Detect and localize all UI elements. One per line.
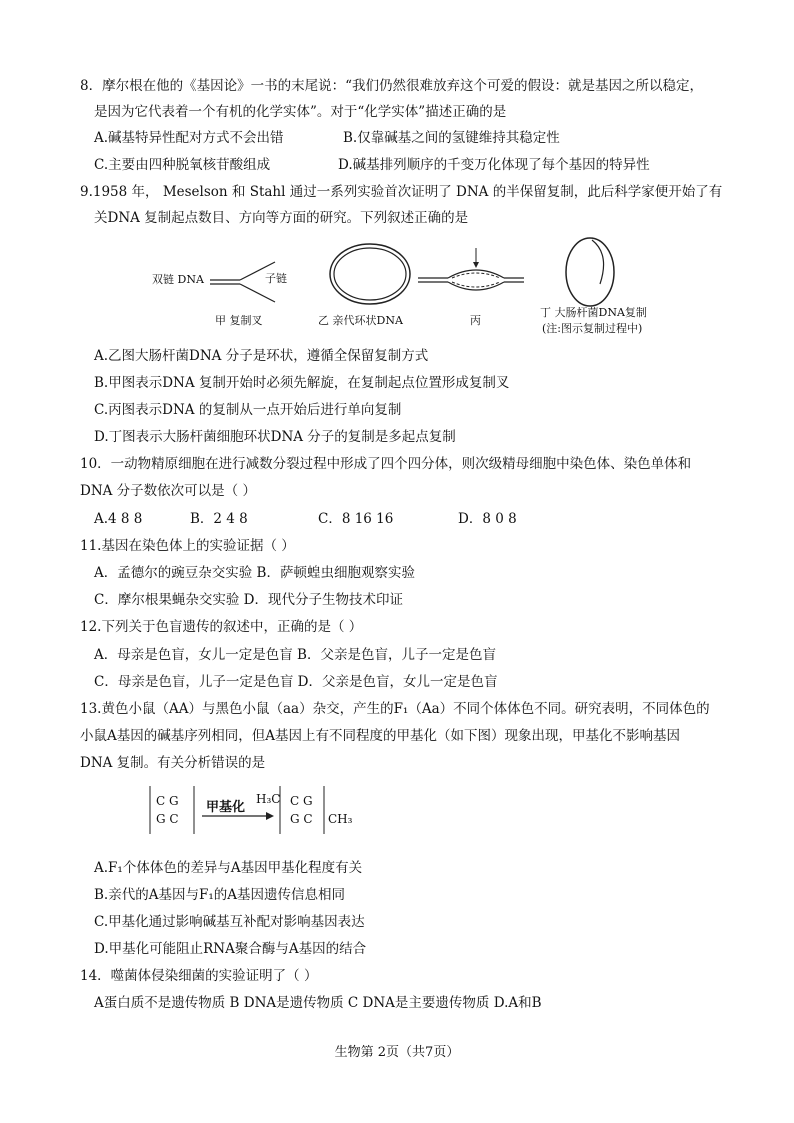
q13-option-b: B.亲代的A基因与F₁的A基因遗传信息相同 <box>94 887 345 903</box>
fig-right-top-pair: C G <box>290 794 313 808</box>
q8-option-a: A.碱基特异性配对方式不会出错 <box>94 130 284 146</box>
q11-options-cd: C．摩尔根果蝇杂交实验 D．现代分子生物技术印证 <box>94 592 403 608</box>
figure-ecoli-replication <box>540 234 690 344</box>
q13-option-d: D.甲基化可能阻止RNA聚合酶与A基因的结合 <box>94 941 367 957</box>
q9-option-b: B.甲图表示DNA 复制开始时必须先解旋，在复制起点位置形成复制叉 <box>94 375 510 391</box>
q13-stem-line1: 13.黄色小鼠（AA）与黑色小鼠（aa）杂交，产生的F₁（Aa）不同个体体色不同。研究表明，不同体色的 <box>80 701 710 717</box>
fig-methylation-label: 甲基化 <box>206 800 246 815</box>
q11-options-ab: A．孟德尔的豌豆杂交实验 B．萨顿蝗虫细胞观察实验 <box>94 565 415 581</box>
q9-option-a: A.乙图大肠杆菌DNA 分子是环状，遵循全保留复制方式 <box>94 348 429 364</box>
q14-options: A蛋白质不是遗传物质 B DNA是遗传物质 C DNA是主要遗传物质 D.A和B <box>94 995 542 1011</box>
q10-stem-line2: DNA 分子数依次可以是（ ） <box>80 483 256 499</box>
fig-bing-caption: 丙 <box>470 314 481 327</box>
fig-left-bottom-pair: G C <box>156 812 179 826</box>
q8-stem-line2: 是因为它代表着一个有机的化学实体”。对于“化学实体”描述正确的是 <box>94 104 507 120</box>
fig-jia-caption: 甲 复制叉 <box>215 314 263 327</box>
q14-stem: 14．噬菌体侵染细菌的实验证明了（ ） <box>80 968 318 984</box>
figure-methylation <box>140 782 370 842</box>
figure-circular-dna <box>318 238 428 334</box>
q13-stem-line3: DNA 复制。有关分析错误的是 <box>80 755 266 771</box>
q13-stem-line2: 小鼠A基因的碱基序列相同，但A基因上有不同程度的甲基化（如下图）现象出现，甲基化不影响基因 <box>80 728 680 744</box>
q9-stem-line2: 关DNA 复制起点数目、方向等方面的研究。下列叙述正确的是 <box>94 210 469 226</box>
fig-ch3-label: CH₃ <box>328 812 353 826</box>
figure-replication-bubble <box>416 244 526 334</box>
page-footer: 生物第 2页（共7页） <box>334 1045 460 1060</box>
q13-option-a: A.F₁个体体色的差异与A基因甲基化程度有关 <box>94 860 363 876</box>
q12-options-cd: C．母亲是色盲，儿子一定是色盲 D．父亲是色盲，女儿一定是色盲 <box>94 674 498 690</box>
q10-option-b: B．2 4 8 <box>190 511 248 527</box>
q11-stem: 11.基因在染色体上的实验证据（ ） <box>80 538 295 554</box>
q9-option-d: D.丁图表示大肠杆菌细胞环状DNA 分子的复制是多起点复制 <box>94 429 456 445</box>
q10-option-c: C．8 16 16 <box>318 511 394 527</box>
q12-options-ab: A．母亲是色盲，女儿一定是色盲 B．父亲是色盲，儿子一定是色盲 <box>94 647 496 663</box>
fig-left-top-pair: C G <box>156 794 179 808</box>
fig-h3c-label: H₃C <box>256 792 281 806</box>
q9-stem-line1: 9.1958 年， Meselson 和 Stahl 通过一系列实验首次证明了 DNA 的半保留复制，此后科学家便开始了有 <box>80 184 723 200</box>
q10-option-a: A.4 8 8 <box>94 511 143 527</box>
q8-stem-line1: 8．摩尔根在他的《基因论》一书的末尾说：“我们仍然很难放弃这个可爱的假设：就是基因之所以稳定， <box>80 78 703 94</box>
q8-option-b: B.仅靠碱基之间的氢键维持其稳定性 <box>343 130 560 146</box>
figure-replication-fork <box>150 244 310 334</box>
fig-ding-caption: 丁 大肠杆菌DNA复制 <box>540 306 647 319</box>
q8-option-c: C.主要由四种脱氧核苷酸组成 <box>94 157 271 173</box>
fig-right-bottom-pair: G C <box>290 812 313 826</box>
fig-jia-left-label: 双链 DNA <box>152 273 204 286</box>
q10-option-d: D．8 0 8 <box>458 511 517 527</box>
q10-stem-line1: 10．一动物精原细胞在进行减数分裂过程中形成了四个四分体，则次级精母细胞中染色体、染色单体和 <box>80 456 692 472</box>
fig-yi-caption: 乙 亲代环状DNA <box>318 314 403 327</box>
q13-option-c: C.甲基化通过影响碱基互补配对影响基因表达 <box>94 914 365 930</box>
fig-ding-note: (注:图示复制过程中) <box>542 322 643 335</box>
q8-option-d: D.碱基排列顺序的千变万化体现了每个基因的特异性 <box>338 157 650 173</box>
fig-jia-right-label: 子链 <box>265 272 287 285</box>
q9-option-c: C.丙图表示DNA 的复制从一点开始后进行单向复制 <box>94 402 402 418</box>
q12-stem: 12.下列关于色盲遗传的叙述中，正确的是（ ） <box>80 619 363 635</box>
